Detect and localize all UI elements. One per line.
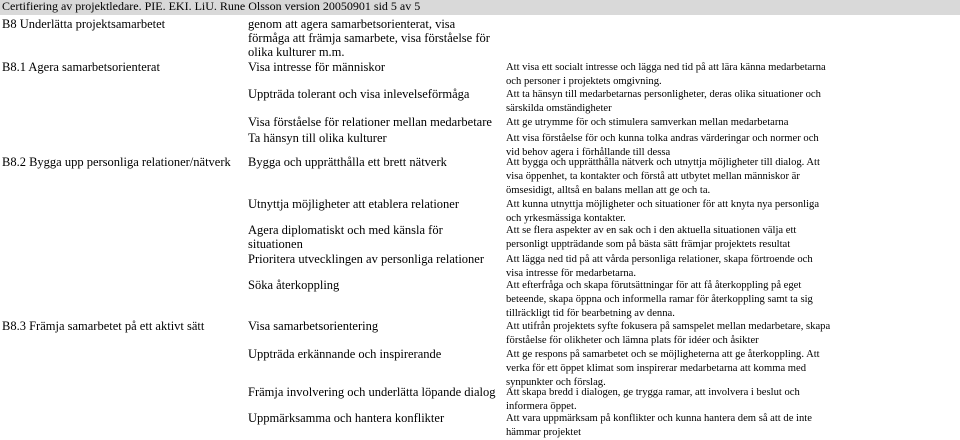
competence-item: Visa samarbetsorientering: [248, 319, 379, 333]
competence-description: Att bygga och upprätthålla nätverk och utnyttja möjligheter till dialog. Att: [506, 157, 820, 168]
competence-item: Uppträda erkännande och inspirerande: [248, 347, 442, 361]
competence-description: informera öppet.: [506, 400, 577, 412]
competence-description: visa intresse för medarbetarna.: [506, 267, 637, 279]
section-code-title: B8.1 Agera samarbetsorienterat: [2, 60, 160, 74]
competence-description: visa öppenhet, ta kontakter och förstå att utbytet mellan människor är: [506, 170, 800, 182]
competence-description: verka för ett öppet klimat som inspirerar medarbetarna att komma med: [506, 362, 807, 374]
competence-description: beteende, skapa öppna och informella ramar för återkoppling samt ta sig: [506, 293, 813, 305]
competence-item: Utnyttja möjligheter att etablera relationer: [248, 197, 460, 211]
competence-item: Bygga och upprätthålla ett brett nätverk: [248, 155, 447, 169]
competence-item: situationen: [248, 237, 303, 251]
section-purpose: olika kulturer m.m.: [248, 45, 345, 59]
competence-item: Främja involvering och underlätta löpande dialog: [248, 385, 496, 399]
competence-description: Att visa ett socialt intresse och lägga ned tid på att lära känna medarbetarna: [506, 62, 826, 73]
competence-description: och yrkesmässiga kontakter.: [506, 212, 626, 224]
competence-description: Att ta hänsyn till medarbetarnas personligheter, deras olika situationer och: [506, 89, 821, 100]
competence-item: Ta hänsyn till olika kulturer: [248, 131, 387, 145]
competence-description: vid behov agera i förhållande till dessa: [506, 146, 671, 158]
competence-description: Att ge utrymme för och stimulera samverkan mellan medarbetarna: [506, 117, 789, 128]
competence-item: Uppmärksamma och hantera konflikter: [248, 411, 445, 425]
competence-description: personligt uppträdande som på bästa sätt främjar projektets resultat: [506, 238, 791, 250]
competence-description: och personer i projektets omgivning.: [506, 75, 662, 87]
section-purpose: genom att agera samarbetsorienterat, visa: [248, 17, 456, 31]
competence-description: Att kunna utnyttja möjligheter och situationer för att knyta nya personliga: [506, 199, 820, 210]
competence-item: Visa intresse för människor: [248, 60, 386, 74]
competence-description: Att efterfråga och skapa förutsättningar för att få återkoppling på eget: [506, 280, 802, 291]
competence-description: synpunkter och förslag.: [506, 376, 606, 388]
competence-description: Att se flera aspekter av en sak och i den aktuella situationen välja ett: [506, 225, 797, 236]
competence-description: hämmar projektet: [506, 426, 582, 438]
competence-item: Söka återkoppling: [248, 278, 340, 292]
competence-description: Att utifrån projektets syfte fokusera på samspelet mellan medarbetare, skapa: [506, 321, 831, 332]
competence-description: tillräckligt tid för bearbetning av denna.: [506, 307, 675, 319]
competence-item: Uppträda tolerant och visa inlevelseförmåga: [248, 87, 470, 101]
competence-description: förståelse för olikheter och lämna plats för idéer och åsikter: [506, 334, 759, 346]
competence-description: särskilda omständigheter: [506, 102, 612, 114]
page-header: Certifiering av projektledare. PIE. EKI. LiU. Rune Olsson version 20050901 sid 5 av 5: [0, 0, 960, 15]
section-code-title: B8.2 Bygga upp personliga relationer/nätverk: [2, 155, 231, 169]
competence-description: Att visa förståelse för och kunna tolka andras värderingar och normer och: [506, 133, 819, 144]
competence-description: Att lägga ned tid på att vårda personliga relationer, skapa förtroende och: [506, 254, 813, 265]
section-code-title: B8.3 Främja samarbetet på ett aktivt sätt: [2, 319, 205, 333]
section-title: B8 Underlätta projektsamarbetet: [2, 17, 166, 31]
section-purpose: förmåga att främja samarbete, visa förståelse för: [248, 31, 490, 45]
competence-item: Prioritera utvecklingen av personliga relationer: [248, 252, 485, 266]
competence-item: Visa förståelse för relationer mellan medarbetare: [248, 115, 492, 129]
competence-description: Att ge respons på samarbetet och se möjligheterna att ge återkoppling. Att: [506, 349, 820, 360]
competence-item: Agera diplomatiskt och med känsla för: [248, 223, 443, 237]
competence-description: Att vara uppmärksam på konflikter och kunna hantera dem så att de inte: [506, 413, 812, 424]
competence-description: ömsesidigt, alltså en balans mellan att ge och ta.: [506, 184, 711, 196]
competence-description: Att skapa bredd i dialogen, ge trygga ramar, att involvera i beslut och: [506, 387, 800, 398]
